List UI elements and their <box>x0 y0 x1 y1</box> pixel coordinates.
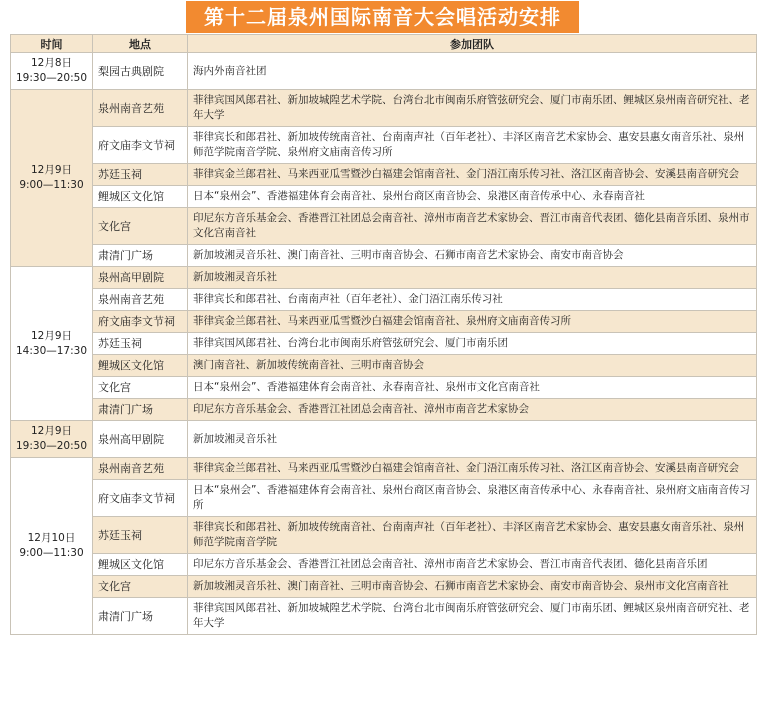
groups-cell: 菲律宾长和郎君社、新加坡传统南音社、台南南声社（百年老社）、丰泽区南音艺术家协会、惠安县惠女南音乐社、泉州师范学院南音学院、泉州府文庙南音传习所 <box>188 127 757 164</box>
venue-cell: 鲤城区文化馆 <box>93 355 188 377</box>
table-row <box>11 90 757 127</box>
table-row <box>11 377 757 399</box>
venue-cell: 梨园古典剧院 <box>93 53 188 90</box>
venue-cell: 府文庙李文节祠 <box>93 127 188 164</box>
table-row <box>11 186 757 208</box>
groups-cell: 菲律宾长和郎君社、新加坡传统南音社、台南南声社（百年老社）、丰泽区南音艺术家协会、惠安县惠女南音乐社、泉州师范学院南音学院 <box>188 517 757 554</box>
session-date: 12月9日 <box>30 425 73 437</box>
groups-cell: 菲律宾金兰郎君社、马来西亚瓜雪暨沙白福建会馆南音社、泉州府文庙南音传习所 <box>188 311 757 333</box>
venue-cell: 文化宫 <box>93 576 188 598</box>
table-row <box>11 598 757 635</box>
groups-cell: 澳门南音社、新加坡传统南音社、三明市南音协会 <box>188 355 757 377</box>
venue-cell: 泉州南音艺苑 <box>93 289 188 311</box>
venue-cell: 肃清门广场 <box>93 598 188 635</box>
header-time: 时间 <box>11 35 93 53</box>
groups-cell: 新加坡湘灵音乐社、澳门南音社、三明市南音协会、石狮市南音艺术家协会、南安市南音协会、泉州市文化宫南音社 <box>188 576 757 598</box>
venue-cell: 苏廷玉祠 <box>93 333 188 355</box>
table-row <box>11 245 757 267</box>
session-time: 19:30—20:50 <box>15 72 88 84</box>
header-groups: 参加团队 <box>188 35 757 53</box>
groups-cell: 菲律宾金兰郎君社、马来西亚瓜雪暨沙白福建会馆南音社、金门浯江南乐传习社、洛江区南音协会、安溪县南音研究会 <box>188 458 757 480</box>
table-row <box>11 267 757 289</box>
groups-cell: 新加坡湘灵音乐社 <box>188 267 757 289</box>
title-bar <box>0 0 765 34</box>
groups-cell: 印尼东方音乐基金会、香港晋江社团总会南音社、漳州市南音艺术家协会 <box>188 399 757 421</box>
session-time-cell <box>11 458 93 635</box>
session-date: 12月8日 <box>30 57 73 69</box>
venue-cell: 泉州南音艺苑 <box>93 90 188 127</box>
table-row <box>11 517 757 554</box>
session-time: 19:30—20:50 <box>15 440 88 452</box>
groups-cell: 日本“泉州会”、香港福建体育会南音社、泉州台商区南音协会、泉港区南音传承中心、永春南音社、泉州府文庙南音传习所 <box>188 480 757 517</box>
groups-cell: 菲律宾国风郎君社、新加坡城隍艺术学院、台湾台北市闽南乐府管弦研究会、厦门市南乐团、鲤城区泉州南音研究社、老年大学 <box>188 598 757 635</box>
table-row <box>11 421 757 458</box>
venue-cell: 泉州高甲剧院 <box>93 267 188 289</box>
table-row <box>11 458 757 480</box>
venue-cell: 府文庙李文节祠 <box>93 311 188 333</box>
venue-cell: 泉州南音艺苑 <box>93 458 188 480</box>
venue-cell: 泉州高甲剧院 <box>93 421 188 458</box>
session-time-cell <box>11 421 93 458</box>
table-row <box>11 480 757 517</box>
groups-cell: 印尼东方音乐基金会、香港晋江社团总会南音社、漳州市南音艺术家协会、晋江市南音代表团、德化县南音乐团、泉州市文化宫南音社 <box>188 208 757 245</box>
venue-cell: 苏廷玉祠 <box>93 164 188 186</box>
venue-cell: 苏廷玉祠 <box>93 517 188 554</box>
venue-cell: 鲤城区文化馆 <box>93 554 188 576</box>
groups-cell: 菲律宾国风郎君社、台湾台北市闽南乐府管弦研究会、厦门市南乐团 <box>188 333 757 355</box>
session-date: 12月9日 <box>30 329 73 342</box>
venue-cell: 府文庙李文节祠 <box>93 480 188 517</box>
header-venue: 地点 <box>93 35 188 53</box>
session-time-cell <box>11 267 93 421</box>
page-title: 第十二届泉州国际南音大会唱活动安排 <box>186 1 579 33</box>
table-row <box>11 289 757 311</box>
session-time-cell <box>11 90 93 267</box>
groups-cell: 新加坡湘灵音乐社、澳门南音社、三明市南音协会、石狮市南音艺术家协会、南安市南音协会 <box>188 245 757 267</box>
groups-cell: 新加坡湘灵音乐社 <box>188 421 757 458</box>
table-row <box>11 554 757 576</box>
table-row <box>11 333 757 355</box>
session-time: 14:30—17:30 <box>15 344 88 357</box>
groups-cell: 菲律宾金兰郎君社、马来西亚瓜雪暨沙白福建会馆南音社、金门浯江南乐传习社、洛江区南音协会、安溪县南音研究会 <box>188 164 757 186</box>
session-time: 9:00—11:30 <box>19 179 84 191</box>
groups-cell: 海内外南音社团 <box>188 53 757 90</box>
groups-cell: 日本“泉州会”、香港福建体育会南音社、永春南音社、泉州市文化宫南音社 <box>188 377 757 399</box>
table-row <box>11 127 757 164</box>
table-row <box>11 164 757 186</box>
session-time: 9:00—11:30 <box>19 547 84 559</box>
table-row <box>11 53 757 90</box>
venue-cell: 文化宫 <box>93 208 188 245</box>
schedule-body <box>11 53 757 635</box>
table-row <box>11 399 757 421</box>
venue-cell: 肃清门广场 <box>93 399 188 421</box>
table-row <box>11 576 757 598</box>
table-row <box>11 355 757 377</box>
groups-cell: 印尼东方音乐基金会、香港晋江社团总会南音社、漳州市南音艺术家协会、晋江市南音代表团、德化县南音乐团 <box>188 554 757 576</box>
schedule-table <box>10 34 757 635</box>
groups-cell: 菲律宾国风郎君社、新加坡城隍艺术学院、台湾台北市闽南乐府管弦研究会、厦门市南乐团、鲤城区泉州南音研究社、老年大学 <box>188 90 757 127</box>
session-date: 12月10日 <box>27 532 76 544</box>
groups-cell: 菲律宾长和郎君社、台南南声社（百年老社）、金门浯江南乐传习社 <box>188 289 757 311</box>
session-date: 12月9日 <box>30 164 73 176</box>
venue-cell: 鲤城区文化馆 <box>93 186 188 208</box>
session-time-cell <box>11 53 93 90</box>
table-row <box>11 208 757 245</box>
table-row <box>11 311 757 333</box>
venue-cell: 肃清门广场 <box>93 245 188 267</box>
header-row <box>11 35 757 53</box>
groups-cell: 日本“泉州会”、香港福建体育会南音社、泉州台商区南音协会、泉港区南音传承中心、永春南音社 <box>188 186 757 208</box>
venue-cell: 文化宫 <box>93 377 188 399</box>
